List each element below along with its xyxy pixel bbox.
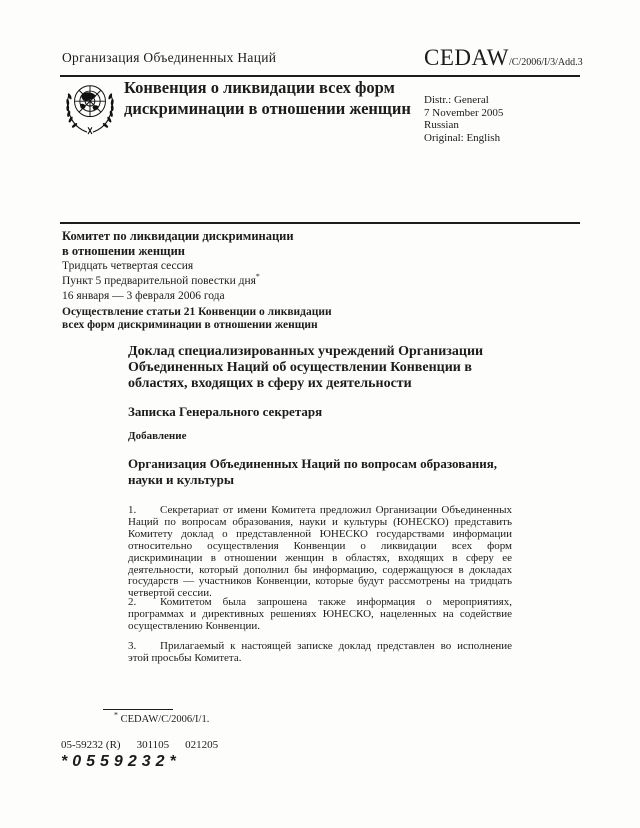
agenda-item-text: Пункт 5 предварительной повестки дня [62, 275, 256, 288]
paragraph [128, 641, 512, 665]
distribution-line: Original: English [424, 131, 501, 144]
distribution-line: 7 November 2005 [424, 106, 504, 119]
section-rule [60, 222, 580, 224]
paragraph [128, 597, 512, 633]
paragraph-number: 3. [128, 640, 137, 652]
footer-date-code: 021205 [185, 739, 219, 751]
header-rule [60, 75, 580, 77]
committee-agenda-item [62, 272, 332, 288]
committee-session: Тридцать четвертая сессия [62, 260, 194, 272]
paragraph-text: Комитетом была запрошена также информация о мероприятиях, программах и директивных решениях ЮНЕСКО, нацеленных на содействие осуществлению Конвенции. [128, 596, 512, 632]
report-title: Доклад специализированных учреждений Организации Объединенных Наций об осуществлении Конвенции в областях, входящих в сферу их деятельности [128, 344, 484, 391]
paragraph-text: Прилагаемый к настоящей записке доклад представлен во исполнение этой просьбы Комитета. [128, 640, 512, 664]
committee-dates: 16 января — 3 февраля 2006 года [62, 290, 225, 303]
paragraph-number: 1. [128, 504, 137, 516]
document-symbol-main: CEDAW [424, 45, 509, 70]
committee-subject-line1: Осуществление статьи 21 Конвенции о ликвидации [62, 305, 332, 318]
distribution-line: Distr.: General [424, 94, 489, 106]
paragraph [128, 505, 512, 600]
committee-name-line1: Комитет по ликвидации дискриминации [62, 229, 294, 243]
paragraph-number: 2. [128, 596, 137, 608]
distribution-line: Russian [424, 119, 459, 132]
report-subtitle: Записка Генерального секретаря [128, 404, 323, 419]
addendum-label: Добавление [128, 430, 187, 442]
un-emblem-icon [61, 78, 119, 136]
document-symbol [424, 46, 583, 70]
committee-subject-line2: всех форм дискриминации в отношении женщин [62, 318, 318, 331]
document-symbol-suffix: /C/2006/I/3/Add.3 [508, 57, 583, 68]
footer-date-code: 301105 [136, 739, 170, 751]
distribution-block [424, 94, 503, 144]
committee-name-line2: в отношении женщин [62, 243, 185, 258]
paragraph-text: Секретариат от имени Комитета предложил Организации Объединенных Наций по вопросам образования, науки и культуры (ЮНЕСКО) представить Комитету доклад о представленной ЮНЕСКО государствами информации относительно осуществления Конвенции о ликвидации всех форм дискриминации в отношении женщин в областях, входящих в сферу ее деятельности, который дополнил бы информацию, содержащуюся в докладах государств — участников Конвенции, которые будут рассмотрены на тридцать четвертой сессии. [128, 504, 512, 600]
agenda-footnote-mark: * [255, 272, 260, 282]
footnote-mark: * [114, 710, 118, 720]
committee-block [62, 229, 332, 332]
footer-job-number: 05-59232 (R) [61, 739, 121, 751]
footnote-text: CEDAW/C/2006/I/1. [120, 714, 210, 725]
barcode-text: *0559232* [61, 753, 181, 770]
masthead-title: Конвенция о ликвидации всех форм дискриминации в отношении женщин [124, 78, 411, 118]
org-name: Организация Объединенных Наций [62, 50, 277, 65]
footer-job-line [61, 739, 218, 751]
section-heading: Организация Объединенных Наций по вопросам образования, науки и культуры [128, 456, 497, 487]
footnote [114, 710, 210, 725]
